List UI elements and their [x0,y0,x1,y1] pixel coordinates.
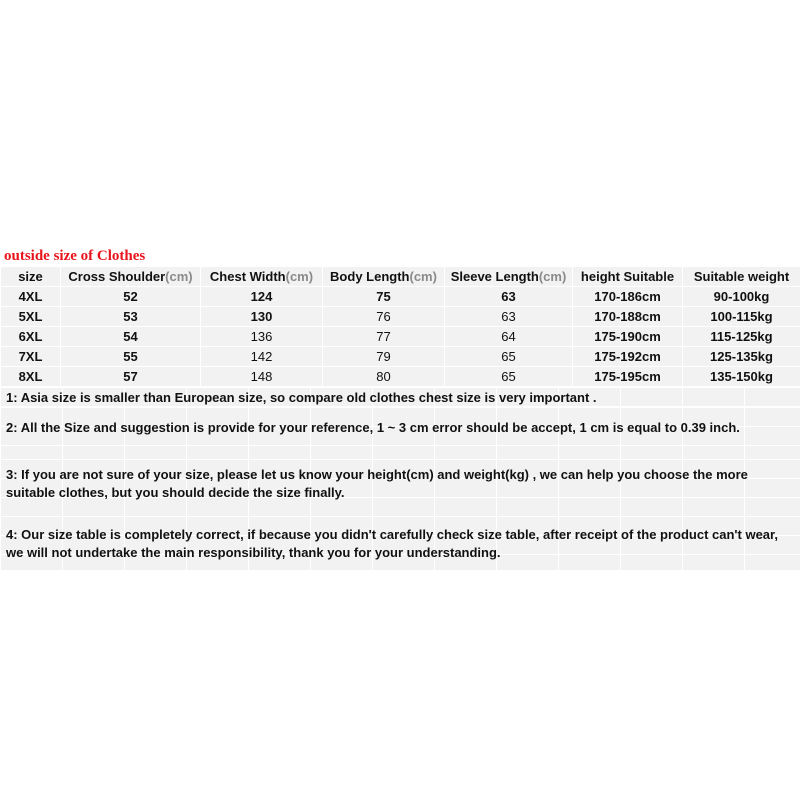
cell-sleeve: 63 [445,287,573,307]
chart-title: outside size of Clothes [0,246,800,266]
note-3: 3: If you are not sure of your size, please let us know your height(cm) and weight(kg) , we can help you choose the more suitable clothes, but you should decide the size finally. [0,459,800,516]
header-height-suitable: height Suitable [573,267,683,287]
table-row [1,327,800,347]
note-1: 1: Asia size is smaller than European size, so compare old clothes chest size is very important . [0,387,800,407]
cell-height: 175-192cm [573,347,683,367]
cell-shoulder: 52 [61,287,201,307]
cell-sleeve: 63 [445,307,573,327]
cell-chest: 148 [201,367,323,387]
cell-chest: 124 [201,287,323,307]
table-row [1,307,800,327]
cell-weight: 125-135kg [683,347,800,367]
cell-chest: 130 [201,307,323,327]
cell-sleeve: 64 [445,327,573,347]
cell-length: 79 [323,347,445,367]
note-2: 2: All the Size and suggestion is provide for your reference, 1 ~ 3 cm error should be accept, 1 cm is equal to 0.39 inch. [0,407,800,459]
cell-size: 7XL [1,347,61,367]
cell-weight: 135-150kg [683,367,800,387]
cell-shoulder: 53 [61,307,201,327]
cell-shoulder: 57 [61,367,201,387]
cell-size: 8XL [1,367,61,387]
cell-sleeve: 65 [445,367,573,387]
cell-shoulder: 55 [61,347,201,367]
table-row [1,347,800,367]
size-chart [0,246,800,570]
cell-length: 76 [323,307,445,327]
header-chest-width: Chest Width(cm) [201,267,323,287]
header-cross-shoulder: Cross Shoulder(cm) [61,267,201,287]
header-row [1,267,800,287]
cell-weight: 90-100kg [683,287,800,307]
header-body-length: Body Length(cm) [323,267,445,287]
cell-length: 75 [323,287,445,307]
cell-shoulder: 54 [61,327,201,347]
cell-length: 77 [323,327,445,347]
cell-height: 175-195cm [573,367,683,387]
table-row [1,287,800,307]
cell-length: 80 [323,367,445,387]
cell-size: 6XL [1,327,61,347]
cell-weight: 100-115kg [683,307,800,327]
cell-height: 170-188cm [573,307,683,327]
cell-height: 175-190cm [573,327,683,347]
cell-height: 170-186cm [573,287,683,307]
note-4: 4: Our size table is completely correct, if because you didn't carefully check size table, after receipt of the product can't wear, we will not undertake the main responsibility, thank you for your understanding. [0,516,800,570]
cell-sleeve: 65 [445,347,573,367]
size-table [0,266,800,387]
table-row [1,367,800,387]
header-size: size [1,267,61,287]
header-suitable-weight: Suitable weight [683,267,800,287]
cell-weight: 115-125kg [683,327,800,347]
cell-size: 4XL [1,287,61,307]
cell-chest: 136 [201,327,323,347]
header-sleeve-length: Sleeve Length(cm) [445,267,573,287]
cell-chest: 142 [201,347,323,367]
cell-size: 5XL [1,307,61,327]
